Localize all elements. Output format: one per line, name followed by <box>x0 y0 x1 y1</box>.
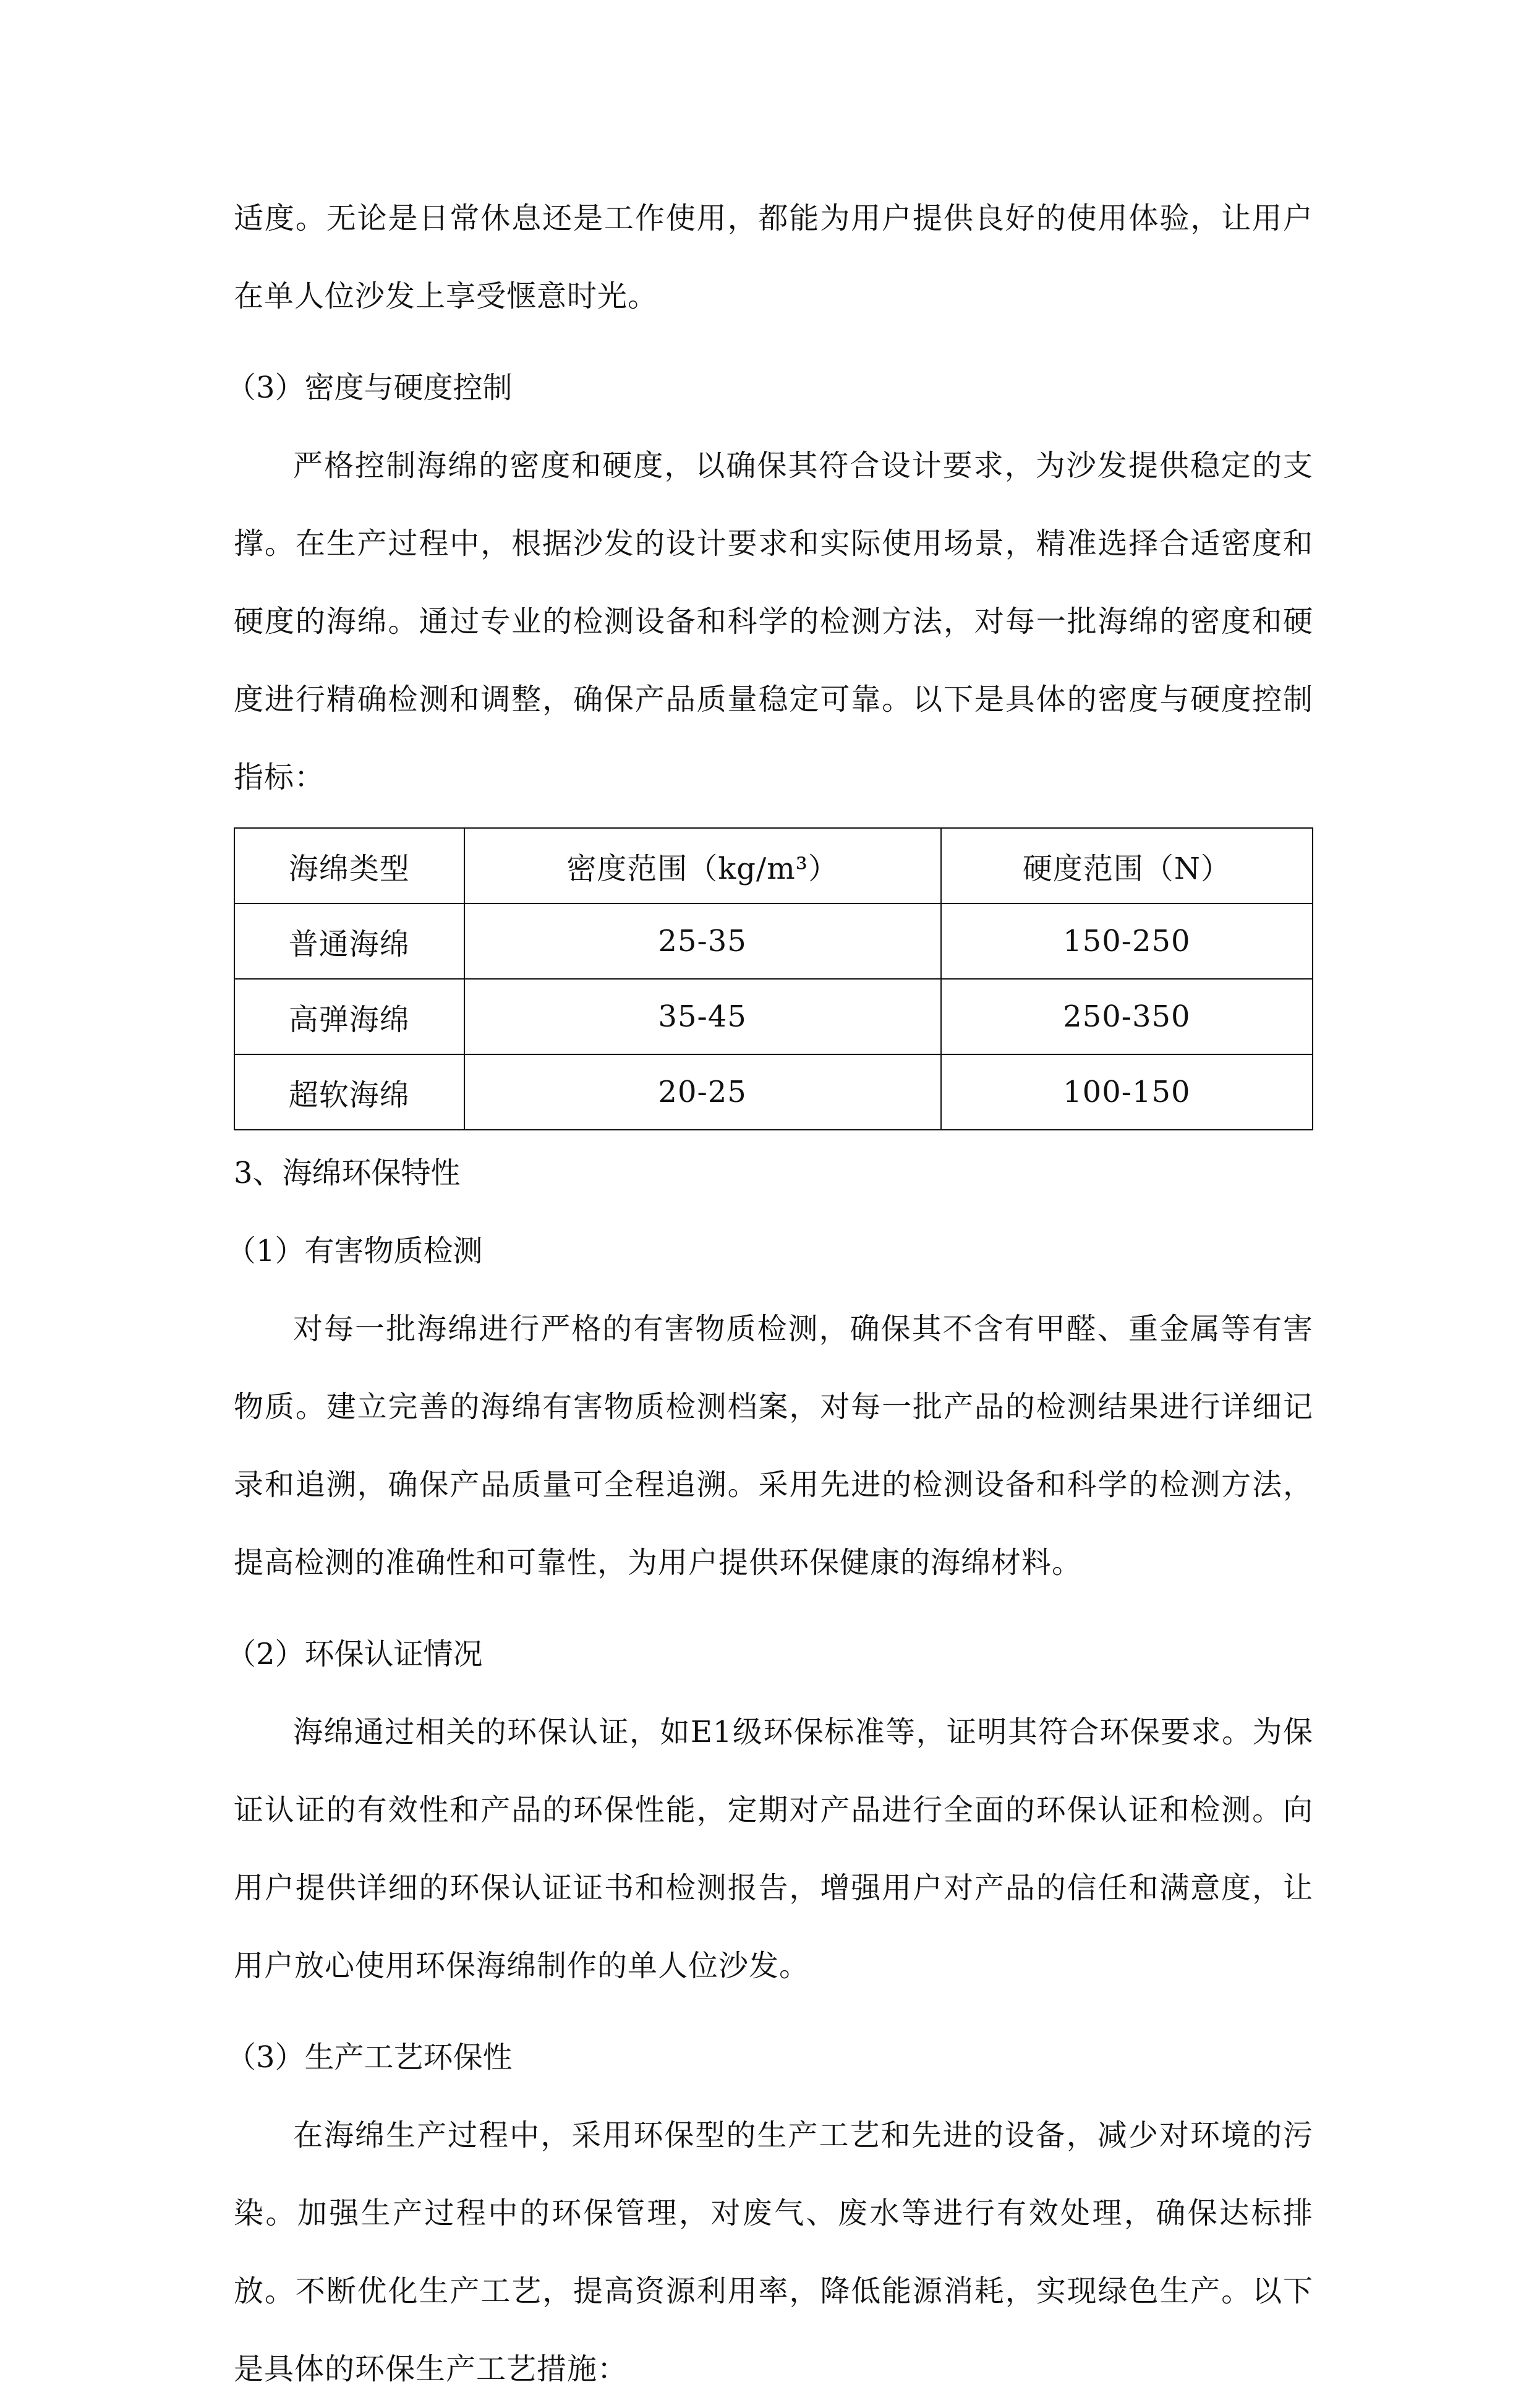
table-cell: 150-250 <box>941 903 1313 979</box>
density-hardness-table <box>234 827 1313 1130</box>
density-hardness-heading: （3）密度与硬度控制 <box>226 370 513 405</box>
intro-paragraph: 适度。无论是日常休息还是工作使用，都能为用户提供良好的使用体验，让用户在单人位沙发上享受惬意时光。 <box>234 201 1313 314</box>
table-cell: 高弹海绵 <box>234 979 464 1054</box>
table-cell: 35-45 <box>464 979 941 1054</box>
table-row <box>234 903 1313 979</box>
table-cell: 超软海绵 <box>234 1054 464 1130</box>
page-content <box>226 179 1313 2408</box>
density-hardness-paragraph: 严格控制海绵的密度和硬度，以确保其符合设计要求，为沙发提供稳定的支撑。在生产过程中，根据沙发的设计要求和实际使用场景，精准选择合适密度和硬度的海绵。通过专业的检测设备和科学的检测方法，对每一批海绵的密度和硬度进行精确检测和调整，确保产品质量稳定可靠。以下是具体的密度与硬度控制指标： <box>234 448 1313 795</box>
table-cell: 25-35 <box>464 903 941 979</box>
eco-section-heading: 3、海绵环保特性 <box>234 1156 461 1190</box>
eco-certification-paragraph: 海绵通过相关的环保认证，如E1级环保标准等，证明其符合环保要求。为保证认证的有效性和产品的环保性能，定期对产品进行全面的环保认证和检测。向用户提供详细的环保认证证书和检测报告，增强用户对产品的信任和满意度，让用户放心使用环保海绵制作的单人位沙发。 <box>234 1715 1313 1983</box>
table-row <box>234 1054 1313 1130</box>
eco-process-paragraph: 在海绵生产过程中，采用环保型的生产工艺和先进的设备，减少对环境的污染。加强生产过程中的环保管理，对废气、废水等进行有效处理，确保达标排放。不断优化生产工艺，提高资源利用率，降低能源消耗，实现绿色生产。以下是具体的环保生产工艺措施： <box>234 2118 1313 2386</box>
harmful-substance-paragraph: 对每一批海绵进行严格的有害物质检测，确保其不含有甲醛、重金属等有害物质。建立完善的海绵有害物质检测档案，对每一批产品的检测结果进行详细记录和追溯，确保产品质量可全程追溯。采用先进的检测设备和科学的检测方法，提高检测的准确性和可靠性，为用户提供环保健康的海绵材料。 <box>234 1312 1313 1580</box>
table-header-cell: 密度范围（kg/m³） <box>464 828 941 903</box>
table-row <box>234 979 1313 1054</box>
harmful-substance-heading: （1）有害物质检测 <box>226 1234 483 1268</box>
eco-process-heading: （3）生产工艺环保性 <box>226 2040 513 2075</box>
table-cell: 20-25 <box>464 1054 941 1130</box>
table-cell: 250-350 <box>941 979 1313 1054</box>
table-cell: 100-150 <box>941 1054 1313 1130</box>
table-cell: 普通海绵 <box>234 903 464 979</box>
table-header-row <box>234 828 1313 903</box>
table-header-cell: 海绵类型 <box>234 828 464 903</box>
eco-certification-heading: （2）环保认证情况 <box>226 1637 483 1672</box>
table-header-cell: 硬度范围（N） <box>941 828 1313 903</box>
